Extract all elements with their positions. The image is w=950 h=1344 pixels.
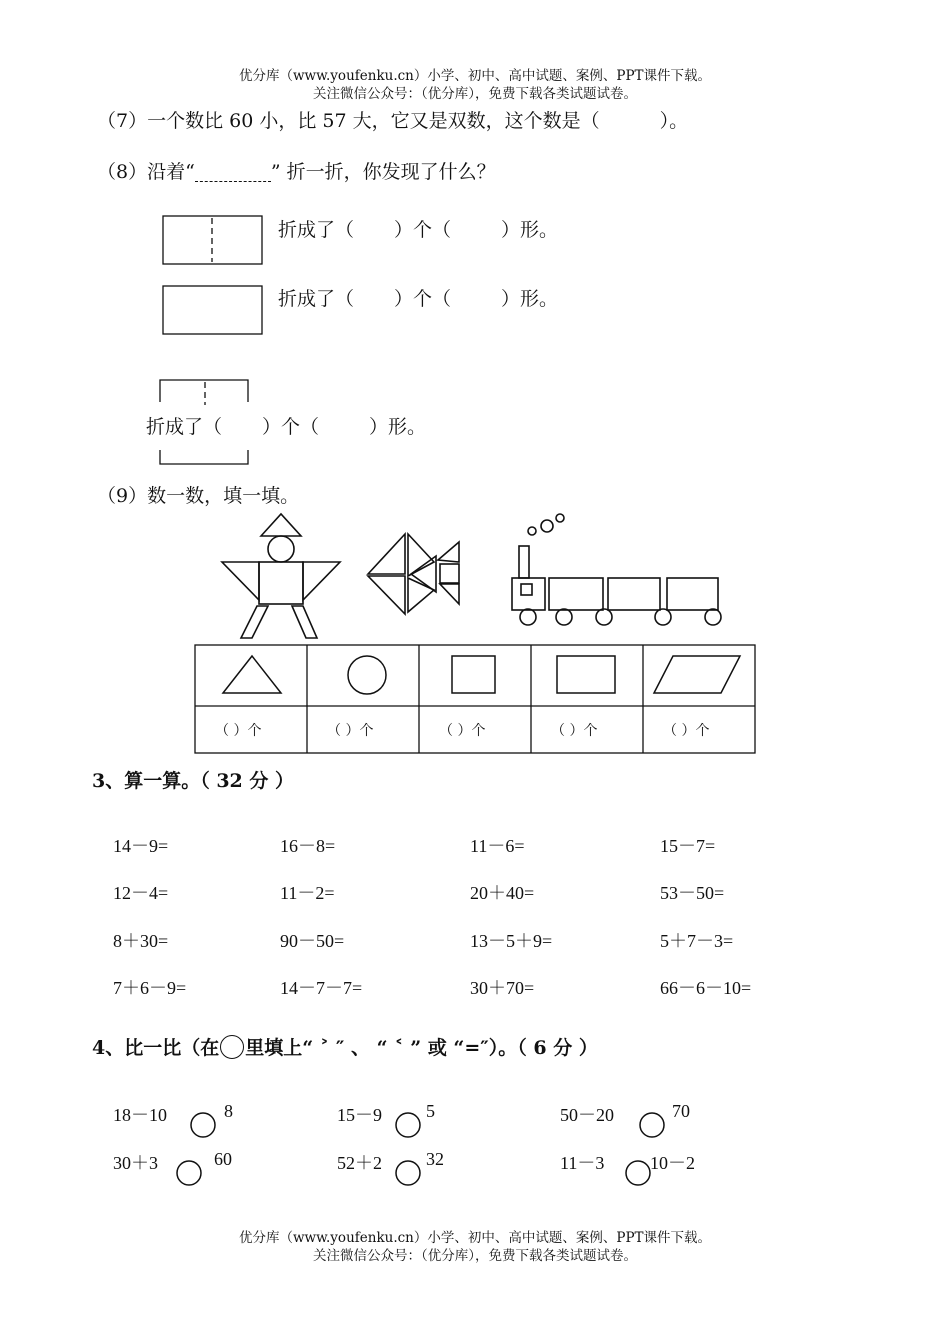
- count-answer-rectangle: （ ）个: [551, 723, 598, 739]
- calc-problem: 13－5＋9=: [470, 931, 553, 951]
- count-answer-square: （ ）个: [439, 723, 486, 739]
- compare-left: 18－10: [113, 1105, 167, 1125]
- calc-problem: 53－50=: [660, 883, 725, 903]
- compare-left: 50－20: [560, 1105, 614, 1125]
- fold-answer-3-suffix: ）形。: [369, 416, 427, 438]
- compare-left: 30＋3: [113, 1153, 158, 1173]
- section-4-title-end: 里填上“ ˃ ″ 、 “ ˂ ” 或 “=″）。（ 6 分 ）: [245, 1037, 598, 1059]
- calc-problem: 5＋7－3=: [660, 931, 734, 951]
- compare-left: 11－3: [560, 1153, 605, 1173]
- fold-answer-2-suffix: ）形。: [501, 288, 559, 310]
- calc-problem: 8＋30=: [113, 931, 169, 951]
- calc-problem: 30＋70=: [470, 978, 535, 998]
- footer-line-2: 关注微信公众号：（优分库），免费下载各类试题试卷。: [313, 1248, 637, 1264]
- fold-answer-1-prefix: 折成了（: [278, 219, 355, 241]
- calc-problem: 7＋6－9=: [113, 978, 187, 998]
- footer-line-1: 优分库（www.youfenku.cn）小学、初中、高中试题、案例、PPT课件下载。: [238, 1230, 712, 1246]
- header-line-1: 优分库（www.youfenku.cn）小学、初中、高中试题、案例、PPT课件下载。: [238, 68, 712, 84]
- question-7-text: （7）一个数比 60 小，比 57 大，它又是双数，这个数是（: [97, 110, 600, 132]
- count-answer-parallelogram: （ ）个: [663, 723, 710, 739]
- question-8-prompt-end: ” 折一折，你发现了什么？: [270, 161, 496, 183]
- calc-problem: 11－6=: [470, 836, 525, 856]
- header-line-2: 关注微信公众号：（优分库），免费下载各类试题试卷。: [313, 86, 637, 102]
- count-answer-circle: （ ）个: [327, 723, 374, 739]
- question-8-prompt-start: （8）沿着“: [97, 161, 195, 183]
- fold-answer-1-mid: ）个（: [394, 219, 452, 241]
- compare-left: 15－9: [337, 1105, 382, 1125]
- fold-answer-3-mid: ）个（: [262, 416, 320, 438]
- compare-right: 70: [672, 1101, 690, 1121]
- fold-answer-2-prefix: 折成了（: [278, 288, 355, 310]
- question-9-prompt: （9）数一数，填一填。: [97, 485, 300, 507]
- calc-problem: 12－4=: [113, 883, 169, 903]
- compare-circle: [396, 1161, 420, 1185]
- compare-right: 60: [214, 1149, 232, 1169]
- section-4-title-start: 4、比一比（在: [92, 1037, 220, 1059]
- fold-answer-2-mid: ）个（: [394, 288, 452, 310]
- fold-answer-1-suffix: ）形。: [501, 219, 559, 241]
- compare-right: 10－2: [650, 1153, 695, 1173]
- calc-problem: 20＋40=: [470, 883, 535, 903]
- compare-circle: [640, 1113, 664, 1137]
- section-3-title: 3、算一算。（ 32 分 ）: [92, 770, 295, 792]
- compare-circle: [177, 1161, 201, 1185]
- calc-problem: 15－7=: [660, 836, 716, 856]
- compare-right: 32: [426, 1149, 444, 1169]
- question-7-end: ）。: [659, 110, 689, 132]
- compare-circle: [396, 1113, 420, 1137]
- calc-problem: 14－9=: [113, 836, 169, 856]
- compare-left: 52＋2: [337, 1153, 382, 1173]
- calc-problem: 11－2=: [280, 883, 335, 903]
- compare-circle: [191, 1113, 215, 1137]
- fold-answer-3-prefix: 折成了（: [146, 416, 223, 438]
- calc-problem: 66－6－10=: [660, 978, 752, 998]
- calc-problem: 14－7－7=: [280, 978, 363, 998]
- compare-circle: [626, 1161, 650, 1185]
- calc-problem: 16－8=: [280, 836, 336, 856]
- compare-right: 5: [426, 1101, 435, 1121]
- count-answer-triangle: （ ）个: [215, 723, 262, 739]
- calc-problem: 90－50=: [280, 931, 345, 951]
- compare-right: 8: [224, 1101, 233, 1121]
